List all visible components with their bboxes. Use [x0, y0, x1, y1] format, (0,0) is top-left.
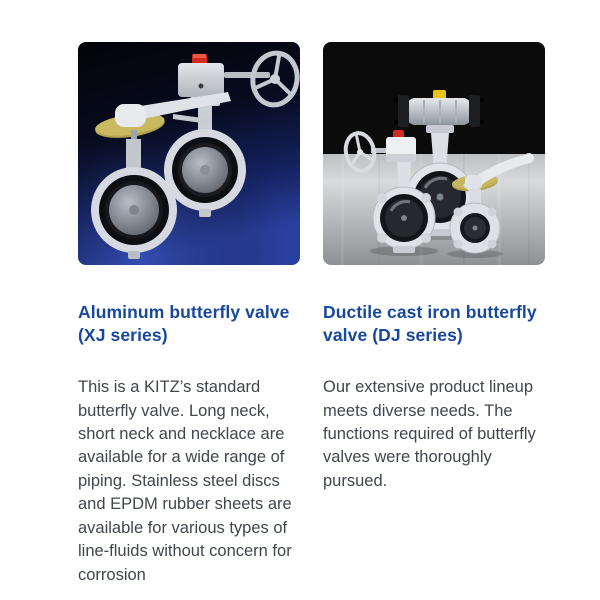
product-photo-aluminum-valves[interactable]: [78, 42, 300, 265]
product-card-aluminum-xj: [78, 42, 300, 587]
aluminum-valves-illustration: [78, 42, 300, 265]
product-card-ductile-dj: [323, 42, 545, 587]
product-description: Our extensive product lineup meets diverse needs. The functions required of butterfly valves were thoroughly pursued.: [323, 378, 536, 490]
ductile-valves-illustration: [323, 42, 545, 265]
product-photo-ductile-valves[interactable]: [323, 42, 545, 265]
product-description: This is a KITZ’s standard butterfly valve. Long neck, short neck and necklace are available for a wide range of piping. Stainless steel discs and EPDM rubber sheets are available for various types of line-fluids without concern for corrosion: [78, 378, 292, 584]
product-title[interactable]: Ductile cast iron butterfly valve (DJ series): [323, 302, 537, 346]
product-title[interactable]: Aluminum butterfly valve (XJ series): [78, 302, 290, 346]
